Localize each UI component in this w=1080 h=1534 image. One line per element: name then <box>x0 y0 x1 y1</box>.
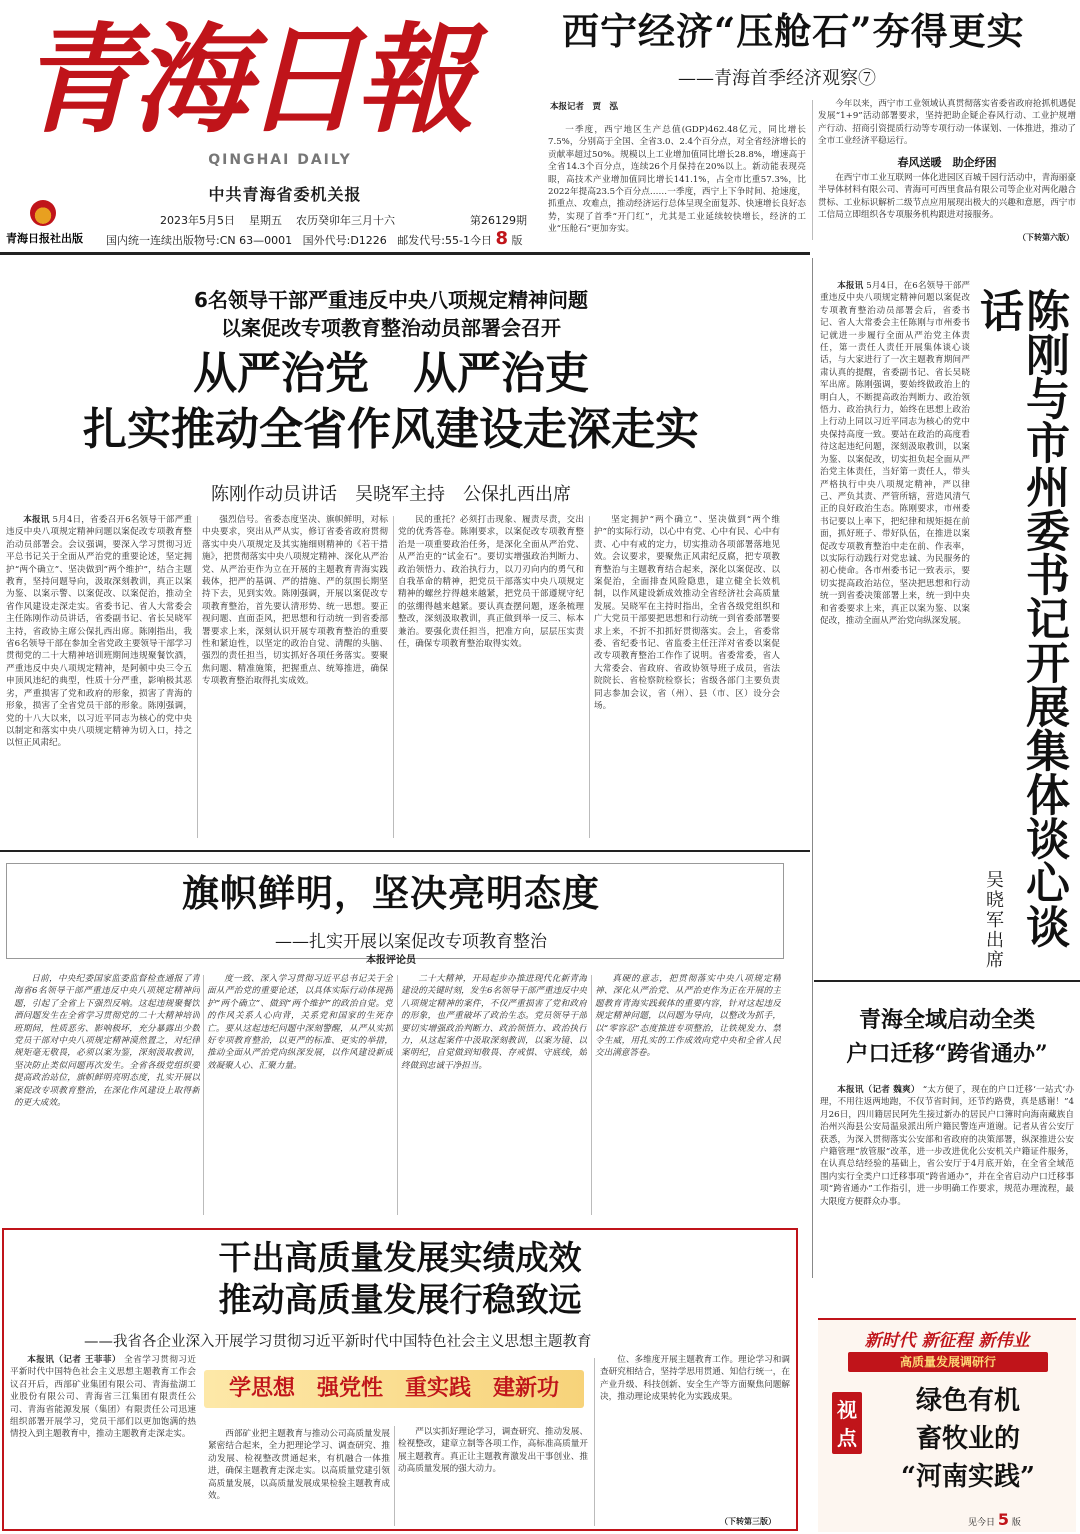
hukou-headline-1: 青海全域启动全类 <box>858 1007 1035 1033</box>
intl-code: 国外代号:D1226 <box>302 234 387 247</box>
top-story-col3 <box>818 172 1076 234</box>
top-story <box>548 0 1080 252</box>
feature-para-text: 全省学习贯彻习近平新时代中国特色社会主义思想主题教育工作会议召开后，西部矿业集团有限公司、青海盐湖工业股份有限公司、青海省三江集团有限责任公司、青海省能源发展（集团）有限责任公司迅速组织部署开展学习，党员干部们以更加饱满的热情投入到主题教育中，推动主题教育走深走实。 <box>10 1355 196 1440</box>
promo-footer-suffix: 版 <box>1011 1518 1021 1528</box>
issue-date: 2023年5月5日 <box>160 214 235 227</box>
issue-number: 第26129期 <box>470 214 527 227</box>
postal-code: 邮发代号:55-1 <box>397 234 470 247</box>
editorial-byline: 本报评论员 <box>366 955 416 966</box>
right-story-para <box>820 280 970 627</box>
newspaper-emblem <box>30 200 56 226</box>
promo-tag-char-2: 点 <box>837 1426 857 1450</box>
promo-subbanner: 高质量发展调研行 <box>899 1355 996 1369</box>
editorial-col4 <box>595 973 781 1217</box>
top-story-subtitle: ——青海首季经济观察⑦ <box>678 68 876 89</box>
feature-para <box>10 1354 196 1441</box>
feature-col1 <box>10 1354 196 1528</box>
top-story-para: 今年以来，西宁市工业领域认真贯彻落实省委省政府抢抓机遇促发展“1+9”活动部署要求，坚持把助企疑企春风行动、工业护规增产行动、招商引资提质行动等专项行动一体谋划、一体推进，推动了全市工业经济平稳运行。 <box>818 99 1076 147</box>
editorial-col1 <box>14 973 200 1217</box>
promo-tag-char-1: 视 <box>837 1398 857 1422</box>
issue-date-line <box>160 212 395 228</box>
lead-para: 坚定拥护“两个确立”、坚决做到“两个维护”的实际行动，以心中有党、心中有民、心中有责、心中有戒的定力，切实推动各项部署落地见效。会议要求，要聚焦正风肃纪反腐，把专项教育整治与主题教育结合起来，深化以案促改、以案促治，全面排查风险隐患，建立健全长效机制，以作风建设新成效推动全省经济社会高质量发展。吴晓军在主持时指出，全省各级党组织和广大党员干部要把思想和行动统一到省委部署要求上来，不折不扣抓好贯彻落实。会上，省委常委、省纪委书记、省监委主任汪洋对省委以案促改专项教育整治工作作了说明。省委常委，省人大常委会、省政府、省政协领导班子成员，省法院院长、省检察院检察长；省级各部门主要负责同志参加会议，省（州）、县（市、区）设分会场。 <box>594 515 780 712</box>
feature-headline-1: 干出高质量发展实绩成效 <box>218 1238 582 1277</box>
top-story-jump: （下转第六版） <box>1018 233 1074 242</box>
editorial-subtitle: ——扎实开展以案促改专项教育整治 <box>275 932 547 952</box>
lead-col4 <box>594 514 780 840</box>
page-count <box>470 228 523 249</box>
lead-headline-1: 从严治党 从严治吏 <box>193 348 589 399</box>
cn-number: 国内统一连续出版物号:CN 63—0001 <box>106 234 293 247</box>
editorial-para: 二十大精神，开局起步办推进现代化新青海建设的关键时刻，发生6名领导干部严重违反中央八项规定精神的案件，不仅严重损害了党和政府的形象，也严重破坏了政治生态。党员领导干部要切实增强政治判断力、政治领悟力、政治执行力，从这起案件中汲取深刻教训，以案为镜、以案明纪，自觉做到知敬畏、存戒惧、守底线，始终做到忠诚干净担当。 <box>401 974 587 1071</box>
right-story-text <box>820 280 970 980</box>
feature-para: 西部矿业把主题教育与推动公司高质量发展紧密结合起来，全力把理论学习、调查研究、推动发展、检视整改贯通起来，有机融合一体推进，确保主题教育走深走实。以高质量党建引领高质量发展，以高质量发展成果检验主题教育成效。 <box>208 1429 390 1502</box>
lead-para: 民的重托？必须打击现象、履责尽责，交出党的优秀答卷。陈刚要求，以案促改专项教育整治是一项重要政治任务，是深化全面从严治党、从严治吏的“试金石”。要切实增强政治判断力、政治领悟力、政治执行力，以刀刃向内的勇气和自我革命的精神，把党员干部落实中央八项规定精神的螺丝拧得越来越紧，把党员干部遵规守纪的弦绷得越来越紧。要认真查摆问题，逐条梳理整改，深刻汲取教训，真正做到举一反三、标本兼治。要强化责任担当，把准方向，层层压实责任，确保专项教育整治取得实效。 <box>398 515 584 650</box>
feature-box <box>2 1228 798 1531</box>
hukou-para <box>820 1084 1074 1208</box>
hukou-para-text: “太方便了，现在的户口迁移‘一站式’办理，不用往返两地跑，不仅节省时间，还节约路费，真是感谢！”4月26日，四川籍居民阿先生接过新办的居民户口簿时向海南藏族自治州兴海县公安局温泉派出所户籍民警连声道谢。记者从省公安厅获悉，为深入贯彻落实公安部和省政府的决策部署，纵深推进公安户籍管理“放管服”改革，进一步改进优化公安机关户籍证件服务，在认真总结经验的基础上，省公安厅于4月底开始，在全省全域范围内实行全类户口迁移事项“跨省通办”，并在全省启动户口迁移事项“跨省通办”工作指引，进一步明确工作要求，规范办理流程，最大限度方便群众办事。 <box>820 1085 1074 1207</box>
masthead <box>0 0 545 252</box>
top-story-col1 <box>548 124 806 242</box>
promo-footer-text: 见今日 <box>968 1518 996 1528</box>
lead-deck: 陈刚作动员讲话 吴晓军主持 公保扎西出席 <box>211 484 571 505</box>
masthead-logo: 青海日報 <box>20 10 469 149</box>
feature-col2 <box>208 1428 390 1528</box>
hukou-text <box>820 1084 1074 1320</box>
feature-para: 位、多维度开展主题教育工作。理论学习和调查研究相结合，坚持学思用贯通、知信行统一，在产业升级、科技创新、安全生产等方面聚焦问题解决，推动理论成果转化为实践成果。 <box>600 1355 790 1403</box>
promo-footer <box>968 1510 1021 1529</box>
editorial-headline: 旗帜鲜明，坚决亮明态度 <box>182 871 600 915</box>
page-count-number: 8 <box>495 228 509 249</box>
lead-byline: 本报讯 <box>23 515 50 525</box>
lead-story <box>0 258 810 848</box>
lead-headline-2: 扎实推动全省作风建设走深走实 <box>83 404 699 455</box>
feature-headline-2: 推动高质量发展行稳致远 <box>218 1280 582 1319</box>
feature-col3 <box>398 1426 588 1526</box>
feature-col4 <box>600 1354 790 1518</box>
hukou-story <box>814 982 1080 1312</box>
masthead-pinyin: QINGHAI DAILY <box>208 152 352 168</box>
hukou-byline: 本报讯（记者 魏爽） <box>837 1085 920 1095</box>
feature-byline: 本报讯（记者 王菲菲） <box>27 1355 121 1365</box>
right-story <box>814 258 1080 978</box>
promo-title-3: “河南实践” <box>901 1462 1035 1492</box>
promo-banner: 新时代 新征程 新伟业 <box>864 1331 1030 1351</box>
right-story-headline: 陈刚与市州委书记开展集体谈心谈话 <box>972 288 1069 948</box>
lead-para-text: 5月4日，省委召开6名领导干部严重违反中央八项规定精神问题以案促改专项教育整治动员部署会。会议强调，要深入学习贯彻习近平总书记关于全面从严治党的重要论述，坚定拥护“两个确立”、坚决做到“两个维护”，结合主题教育，坚持问题导向，汲取深刻教训，真正以案为鉴、以案示警、以案促改、以案促治，推动全省作风建设走深走实。省委书记、省人大常委会主任陈刚作动员讲话，省委副书记、省长吴晓军主持，省政协主席公保扎西出席。陈刚指出，我省6名领导干部在参加全省党政主要领导干部学习贯彻党的二十大精神培训班期间违规聚餐饮酒，严重违反中央八项规定精神，是阿顿中央三令五申顶风违纪的典型，性质十分严重，影响极其恶劣，严重损害了党和政府的形象，损害了青海的形象，损害了全省党员干部的形象。陈刚强调，党的十八大以来，以习近平同志为核心的党中央以制定和落实中央八项规定精神为切入口，持之以恒正风肃纪。 <box>6 515 192 749</box>
editorial-para: 日前，中央纪委国家监委监督检查通报了青海省6名领导干部严重违反中央八项规定精神问题，引起了全省上下强烈反响。这起违规聚餐饮酒问题发生在全省学习贯彻党的二十大精神培训班期间，性质恶劣、影响极坏，充分暴露出少数党员干部对中央八项规定精神漠然置之，对纪律规矩毫无敬畏，必须以案为鉴，深刻汲取教训，坚决防止类似问题再次发生。全省各级党组织要提高政治站位，旗帜鲜明亮明态度，扎实开展以案促改专项教育整治，在深化作风建设上取得新的更大成效。 <box>14 974 200 1109</box>
promo-title-2: 畜牧业的 <box>915 1424 1020 1454</box>
right-story-side-deck: 吴晓军出席 <box>983 870 1004 970</box>
right-story-para-text: 5月4日，在6名领导干部严重违反中央八项规定精神问题以案促改专项教育整治动员部署会后，省委书记、省人大常委会主任陈刚与市州委书记就进一步履行全面从严治党主体责任，第一责任人责任开展集体谈心谈话，与大家进行了一次主题教育期间严肃认真的提醒，省委副书记、省长吴晓军出席。陈刚强调，要始终做政治上的明白人，不断提高政治判断力、政治领悟力、政治执行力，始终在思想上政治上行动上同以习近平同志为核心的党中央保持高度一致。要站在政治的高度看待这起违纪问题，深刻汲取教训，以案为鉴、以案促改，切实担负起全面从严治党主体责任，当好第一责任人，带头严格执行中央八项规定精神，严以律己、严负其责、严管所辖，营造风清气正的良好政治生态。陈刚要求，市州委书记要以上率下，把纪律和规矩挺在前面，抓好班子、带好队伍，在推进以案促改专项教育整治中走在前、作表率，以实际行动践行对党忠诚、为民服务的初心使命。各市州委书记一致表示，要切实提高政治站位，坚决把思想和行动统一到省委决策部署上来，统一到中央和省委要求上来，真正以案为鉴、以案促改，推动全面从严治党向纵深发展。 <box>820 281 970 626</box>
feature-para: 严以实抓好理论学习，调查研究、推动发展、检视整改，建章立制等各项工作，高标准高质量开展主题教育。真正让主题教育激发出干事创业、推动高质量发展的强大动力。 <box>398 1427 588 1475</box>
masthead-organ: 中共青海省委机关报 <box>208 185 362 204</box>
feature-subtitle: ——我省各企业深入开展学习贯彻习近平新时代中国特色社会主义思想主题教育 <box>84 1334 592 1350</box>
promo-box <box>818 1318 1076 1532</box>
editorial-para: 真硬的意志，把贯彻落实中央八项规定精神、深化从严治党、从严治吏作为正在开展的主题教育青海实践载体的重要内容，针对这起违反规定精神问题，以问题为导向，以整改为抓手，以“零容忍”态度推进专项整治，让铁规发力、禁令生威，用扎实的工作成效向党中央和全省人民交出满意答卷。 <box>595 974 781 1059</box>
lead-kicker-1: 6名领导干部严重违反中央八项规定精神问题 <box>194 288 588 312</box>
editorial <box>0 855 810 1223</box>
issue-lunar: 农历癸卯年三月十六 <box>296 214 395 227</box>
feature-slogan: 学思想 强党性 重实践 建新功 <box>228 1376 559 1401</box>
lead-col2 <box>202 514 388 840</box>
lead-para: 强烈信号。省委态度坚决、旗帜鲜明，对标中央要求，突出从严从实，修订省委省政府贯彻落实中央八项规定及其实施细则精神的《若干措施》，把贯彻落实中央八项规定精神、深化从严治党、从严治吏作为立在开展的主题教育青海实践载体，把严的基调、严的措施、严的氛围长期坚持下去，见到实效。陈刚强调，开展以案促改专项教育整治，首先要认清形势、统一思想。要正视问题、直面歪风，把思想和行动统一到省委部署要求上来，深刻认识开展专项教育整治的重要性和紧迫性，以坚定的政治自觉、清醒的头脑、强烈的责任担当，切实抓好各项任务落实。要聚焦问题、精准施策，把握重点、统筹推进，确保专项教育整治取得扎实成效。 <box>202 515 388 687</box>
page-count-prefix: 今日 <box>470 234 492 247</box>
top-story-byline: 本报记者 贾 泓 <box>550 102 619 112</box>
lead-kicker-2: 以案促改专项教育整治动员部署会召开 <box>221 316 561 340</box>
lead-col1 <box>6 514 192 840</box>
publication-codes <box>106 232 470 248</box>
editorial-col3 <box>401 973 587 1217</box>
top-story-headline: 西宁经济“压舱石”夯得更实 <box>562 9 1025 53</box>
top-story-subhead: 春风送暖 助企纾困 <box>897 156 997 169</box>
top-story-para: 一季度，西宁地区生产总值(GDP)462.48亿元，同比增长7.5%，分别高于全国、全省3.0、2.4个百分点，对全省经济增长的贡献率超过50%。规模以上工业增加值同比增长28.8%，增速高于全省14.3个百分点，连续26个月保持在20%以上。新动能表现亮眼，高技术产业增加值同比增长141.1%，占全市比重57.3%，比2022年提高23.5个百分点……一季度，西宁上下争时间、抢速度，抓重点、攻难点，推动经济运行总体呈现全面复苏、快速增长良好态势，实现了首季“开门红”，尤其是工业延续较快增长，经济的工业“压舱石”更加夯实。 <box>548 125 806 235</box>
right-story-byline: 本报讯 <box>837 281 864 291</box>
hukou-headline-2: 户口迁移“跨省通办” <box>846 1041 1048 1067</box>
lead-col3 <box>398 514 584 840</box>
promo-footer-page: 5 <box>997 1510 1010 1529</box>
top-story-col2 <box>818 98 1076 148</box>
promo-title-1: 绿色有机 <box>915 1386 1020 1416</box>
top-story-para: 在西宁市工业互联网一体化进园区百城千园行活动中，青海丽豪半导体材料有限公司、青海可可西里食品有限公司等企业对两化融合贯标、工业标识解析二级节点应用展现出极大的兴趣和意愿，西宁市工信局立即组织各专项服务机构跟进对接服务。 <box>818 173 1076 221</box>
issue-weekday: 星期五 <box>249 214 282 227</box>
lead-para <box>6 514 192 750</box>
feature-jump: （下转第三版） <box>720 1517 776 1526</box>
editorial-para: 度一致、深入学习贯彻习近平总书记关于全面从严治党的重要论述，以具体实际行动体现拥护“两个确立”、做到“两个维护”的政治自觉。党的作风关系人心向背，关系党和国家的生死存亡。要从这起违纪问题中深刻警醒，从严从实抓好专项教育整治，以更严的标准、更实的举措，推动全面从严治党向纵深发展，以作风建设新成效凝聚人心、汇聚力量。 <box>207 974 393 1071</box>
editorial-col2 <box>207 973 393 1217</box>
publisher: 青海日报社出版 <box>6 232 83 245</box>
page-count-suffix: 版 <box>511 234 523 247</box>
